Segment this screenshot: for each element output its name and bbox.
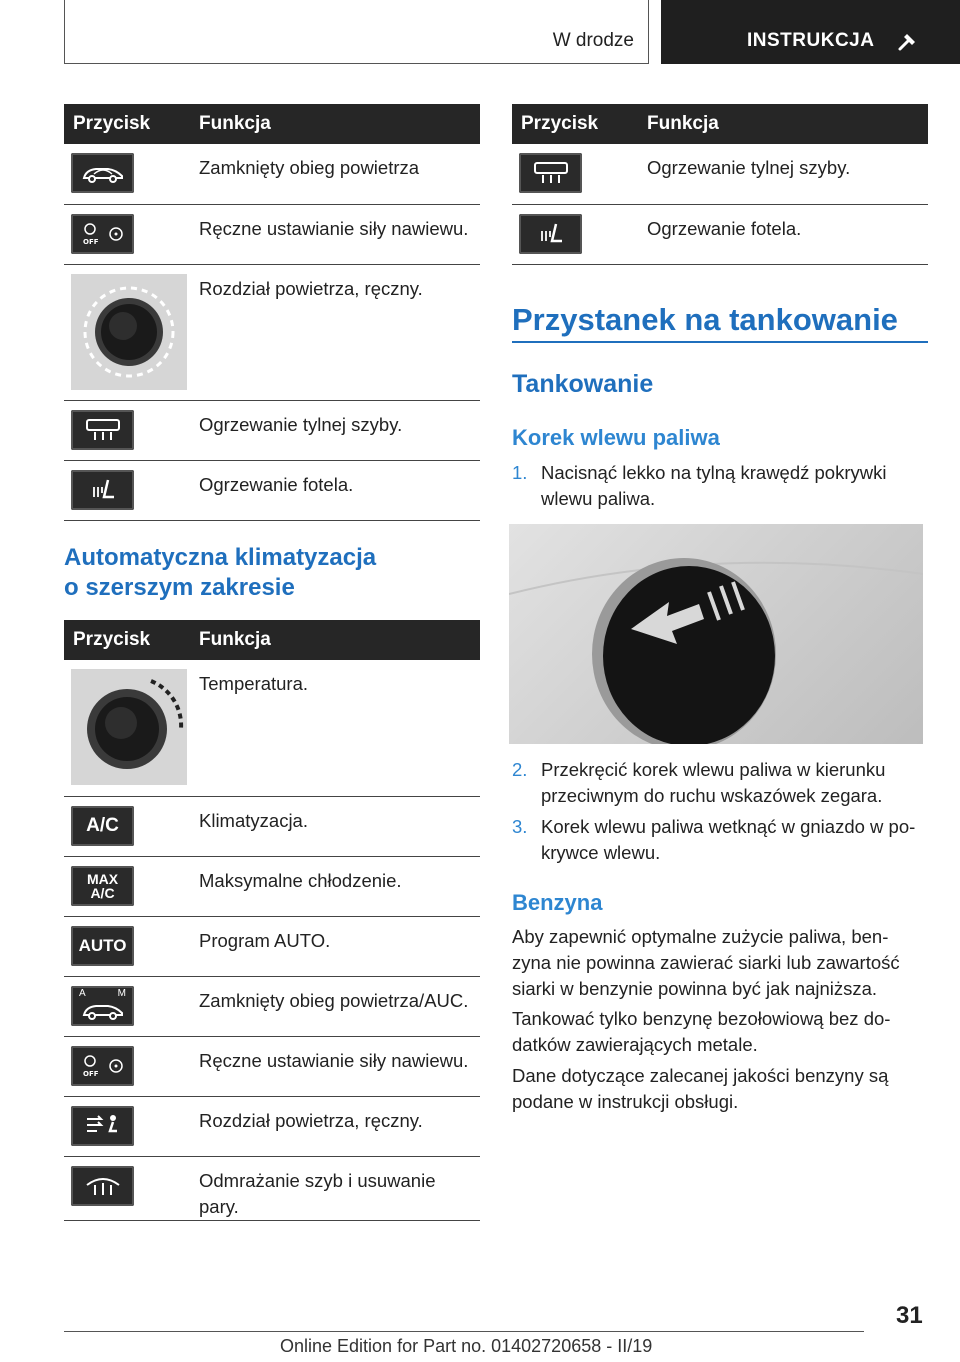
car-recirculation-icon xyxy=(71,153,134,193)
table-row xyxy=(64,1156,480,1220)
button-table-3 xyxy=(512,104,928,265)
table-row xyxy=(64,400,480,460)
col-button-header: Przycisk xyxy=(64,104,189,144)
row-text: Odmrażanie szyb i usuwanie pary. xyxy=(189,1156,480,1220)
col-button-header: Przycisk xyxy=(512,104,637,144)
table-row xyxy=(64,204,480,264)
row-text: Zamknięty obieg powietrza xyxy=(189,144,480,204)
svg-text:OFF: OFF xyxy=(82,237,99,246)
table-row xyxy=(64,916,480,976)
col-function-header: Funkcja xyxy=(189,620,480,660)
section-heading: Automatyczna klimatyzacja o szerszym zakresie xyxy=(64,544,377,601)
row-text: Ręczne ustawianie siły nawiewu. xyxy=(189,204,480,264)
svg-text:OFF: OFF xyxy=(82,1069,99,1078)
header-section-box xyxy=(64,0,649,64)
petrol-heading: Benzyna xyxy=(512,890,603,915)
tools-icon xyxy=(897,30,919,52)
air-distribution-knob-icon xyxy=(71,274,187,390)
col-button-header: Przycisk xyxy=(64,620,189,660)
seat-heating-icon xyxy=(71,470,134,510)
table-row xyxy=(512,144,928,204)
footer-rule xyxy=(64,1331,864,1332)
button-table-1 xyxy=(64,104,480,521)
seat-heating-icon xyxy=(519,214,582,254)
table-row xyxy=(64,976,480,1036)
fan-off-icon xyxy=(71,1046,134,1086)
row-text: Maksymalne chłodzenie. xyxy=(189,856,480,916)
table-row xyxy=(64,796,480,856)
table-row xyxy=(64,144,480,204)
row-text: Program AUTO. xyxy=(189,916,480,976)
row-text: Ogrzewanie tylnej szyby. xyxy=(189,400,480,460)
header-chapter-box xyxy=(661,0,960,64)
table-row xyxy=(64,856,480,916)
rear-window-heating-icon xyxy=(519,153,582,193)
row-text: Ogrzewanie tylnej szyby. xyxy=(637,144,928,204)
row-text: Ogrzewanie fotela. xyxy=(637,204,928,264)
air-distribution-icon xyxy=(71,1106,134,1146)
table-row xyxy=(64,660,480,796)
button-table-2 xyxy=(64,620,480,1221)
ac-button-icon: A/C xyxy=(71,806,134,846)
row-text: Zamknięty obieg powietrza/AUC. xyxy=(189,976,480,1036)
table-row xyxy=(64,1096,480,1156)
table-row xyxy=(64,460,480,520)
row-text: Rozdział powietrza, ręczny. xyxy=(189,1096,480,1156)
table-row xyxy=(512,204,928,264)
fuel-cap-photo xyxy=(509,524,923,744)
subsection-heading: Tankowanie xyxy=(512,370,654,398)
row-text: Ręczne ustawianie siły nawiewu. xyxy=(189,1036,480,1096)
col-function-header: Funkcja xyxy=(189,104,480,144)
header-chapter: INSTRUKCJA xyxy=(747,30,875,51)
defrost-icon xyxy=(71,1166,134,1206)
table-row xyxy=(64,1036,480,1096)
petrol-paragraph-1: Aby zapewnić optymalne zużycie paliwa, ben- zyna nie powinna zawierać siarki lub zawartość siarki w benzynie powinna być jak najniższa. xyxy=(512,926,900,999)
title-rule xyxy=(512,341,928,343)
row-text: Ogrzewanie fotela. xyxy=(189,460,480,520)
page-number: 31 xyxy=(896,1302,923,1329)
temperature-knob-icon xyxy=(71,669,187,785)
max-ac-button-icon: MAX A/C xyxy=(71,866,134,906)
row-text: Klimatyzacja. xyxy=(189,796,480,856)
auc-recirculation-icon: A M xyxy=(71,986,134,1026)
page-title: Przystanek na tankowanie xyxy=(512,302,898,337)
petrol-paragraph-3: Dane dotyczące zalecanej jakości benzyny są podane w instrukcji obsługi. xyxy=(512,1065,889,1112)
row-text: Temperatura. xyxy=(189,660,480,796)
header-section: W drodze xyxy=(552,30,634,51)
rear-window-heating-icon xyxy=(71,410,134,450)
cap-heading: Korek wlewu paliwa xyxy=(512,425,720,450)
col-function-header: Funkcja xyxy=(637,104,928,144)
fan-off-icon xyxy=(71,214,134,254)
petrol-paragraph-2: Tankować tylko benzynę bezołowiową bez do- datków zawierających metale. xyxy=(512,1008,891,1055)
table-row xyxy=(64,264,480,400)
row-text: Rozdział powietrza, ręczny. xyxy=(189,264,480,400)
auto-button-icon: AUTO xyxy=(71,926,134,966)
footer-edition: Online Edition for Part no. 01402720658 - II/19 xyxy=(280,1336,653,1356)
